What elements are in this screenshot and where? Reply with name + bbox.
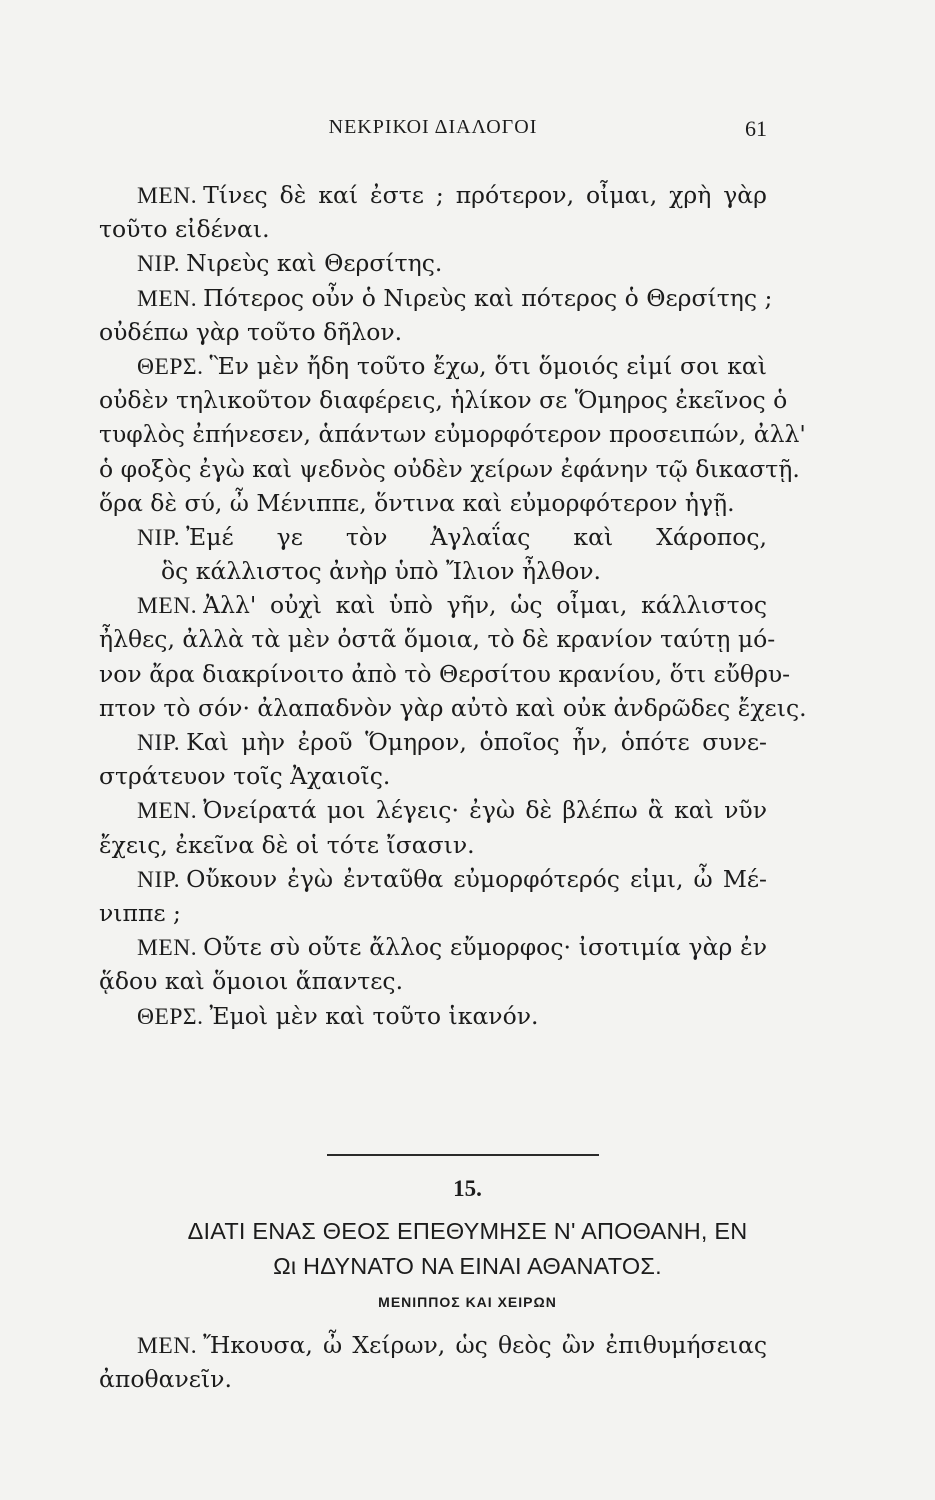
speaker-label: ΜΕΝ. [137, 1333, 198, 1359]
line-text: νον ἄρα διακρίνοιτο ἀπὸ τὸ Θερσίτου κρανίου, ὅτι εὔθρυ- [99, 659, 791, 688]
section-subtitle: ΜΕΝΙΠΠΟΣ ΚΑΙ ΧΕΙΡΩΝ [378, 1294, 557, 1310]
text-line [99, 691, 807, 725]
line-text: ἔχεις, ἐκεῖνα δὲ οἱ τότε ἴσασιν. [99, 830, 475, 859]
section-title-line: Ωι ΗΔΥΝΑΤΟ ΝΑ ΕΙΝΑΙ ΑΘΑΝΑΤΟΣ. [273, 1253, 662, 1279]
line-text: Ἐμοὶ μὲν καὶ τοῦτο ἱκανόν. [209, 1001, 539, 1030]
section-title-line: ΔΙΑΤΙ ΕΝΑΣ ΘΕΟΣ ΕΠΕΘΥΜΗΣΕ Ν' ΑΠΟΘΑΝΗ, ΕΝ [187, 1218, 748, 1244]
page-header [99, 116, 767, 146]
text-line [99, 383, 788, 417]
text-line [99, 281, 773, 315]
text-line [99, 486, 767, 520]
line-text: Τίνες δὲ καί ἐστε ; πρότερον, οἶμαι, χρὴ γὰρ [203, 181, 767, 209]
text-line [99, 452, 800, 486]
text-line [99, 964, 767, 998]
text-line [99, 246, 767, 280]
speaker-label: ΝΙΡ. [137, 866, 181, 893]
line-text: στράτευον τοῖς Ἀχαιοῖς. [99, 762, 391, 791]
text-line [99, 1328, 767, 1362]
line-text: Ἓν μὲν ἤδη τοῦτο ἔχω, ὅτι ὅμοιός εἰμί σοι καὶ [209, 351, 767, 380]
text-line [99, 622, 776, 656]
line-text: Οὔτε σὺ οὔτε ἄλλος εὔμορφος· ἰσοτιμία γὰρ ἐν [203, 933, 767, 962]
speaker-label: ΝΙΡ. [137, 524, 181, 551]
line-text: ὁ φοξὸς ἐγὼ καὶ ψεδνὸς οὐδὲν χείρων ἐφάνην τῷ δικαστῇ. [99, 454, 800, 483]
speaker-label: ΜΕΝ. [137, 935, 198, 962]
speaker-label: ΜΕΝ. [137, 183, 198, 209]
line-text: τυφλὸς ἐπήνεσεν, ἁπάντων εὐμορφότερον προσειπών, ἀλλ' [99, 420, 806, 449]
line-text: ᾅδου καὶ ὅμοιοι ἅπαντες. [99, 967, 404, 996]
section-number: 15. [453, 1176, 482, 1201]
text-line [99, 315, 767, 349]
text-line [99, 759, 767, 793]
speaker-label: ΜΕΝ. [137, 285, 198, 312]
line-text: Πότερος οὖν ὁ Νιρεὺς καὶ πότερος ὁ Θερσίτης ; [203, 283, 773, 312]
line-text: Ἤκουσα, ὦ Χείρων, ὡς θεὸς ὢν ἐπιθυμήσειας [203, 1331, 767, 1359]
line-text: ἀποθανεῖν. [99, 1365, 232, 1394]
text-line [99, 349, 767, 383]
speaker-label: ΜΕΝ. [137, 798, 198, 825]
text-line [99, 417, 806, 451]
text-line [99, 520, 767, 554]
line-text: Νιρεὺς καὶ Θερσίτης. [186, 249, 443, 278]
section-dialogue-text [99, 1328, 767, 1396]
text-line [99, 999, 767, 1033]
line-text: Οὔκουν ἐγὼ ἐνταῦθα εὐμορφότερός εἰμι, ὦ Μέ- [186, 864, 767, 893]
speaker-label: ΝΙΡ. [137, 251, 181, 278]
speaker-label: ΜΕΝ. [137, 593, 198, 620]
text-line [99, 896, 767, 930]
section-title [60, 1214, 875, 1284]
line-text: οὐδὲν τηλικοῦτον διαφέρεις, ἡλίκον σε Ὅμηρος ἐκεῖνος ὁ [99, 386, 788, 415]
line-text: τοῦτο εἰδέναι. [99, 215, 270, 244]
speaker-label: ΘΕΡΣ. [137, 1003, 204, 1030]
text-line [99, 862, 767, 896]
running-title: ΝΕΚΡΙΚΟΙ ΔΙΑΛΟΓΟΙ [328, 116, 538, 138]
text-line [99, 725, 767, 759]
line-text: Ὀνείρατά μοι λέγεις· ἐγὼ δὲ βλέπω ἃ καὶ νῦν [203, 796, 767, 825]
text-line [99, 212, 767, 246]
text-line [99, 1362, 767, 1396]
text-line [99, 588, 767, 622]
line-text: πτον τὸ σόν· ἀλαπαδνὸν γὰρ αὐτὸ καὶ οὐκ ἀνδρῶδες ἔχεις. [99, 693, 807, 722]
line-text: Ἐμέ γε τὸν Ἀγλαΐας καὶ Χάροπος, [186, 522, 767, 551]
verse-line: ὃς κάλλιστος ἀνὴρ ὑπὸ Ἴλιον ἦλθον. [161, 557, 602, 586]
line-text: νιππε ; [99, 898, 181, 927]
dialogue-text [99, 178, 807, 1033]
text-line [99, 657, 791, 691]
line-text: Ἀλλ' οὐχὶ καὶ ὑπὸ γῆν, ὡς οἶμαι, κάλλιστος [203, 591, 767, 620]
text-line [99, 828, 767, 862]
line-text: Καὶ μὴν ἐροῦ Ὅμηρον, ὁποῖος ἦν, ὁπότε συνε- [186, 728, 767, 756]
text-line [99, 930, 767, 964]
speaker-label: ΝΙΡ. [137, 730, 181, 756]
line-text: ἦλθες, ἀλλὰ τὰ μὲν ὀστᾶ ὅμοια, τὸ δὲ κρανίον ταύτῃ μό- [99, 625, 776, 654]
speaker-label: ΘΕΡΣ. [137, 353, 204, 380]
section-divider [327, 1154, 599, 1156]
text-line [99, 178, 767, 212]
line-text: ὅρα δὲ σύ, ὦ Μένιππε, ὅντινα καὶ εὐμορφότερον ἡγῇ. [99, 488, 735, 517]
line-text: οὐδέπω γὰρ τοῦτο δῆλον. [99, 317, 403, 346]
text-line [99, 793, 767, 827]
page-number: 61 [745, 116, 767, 141]
